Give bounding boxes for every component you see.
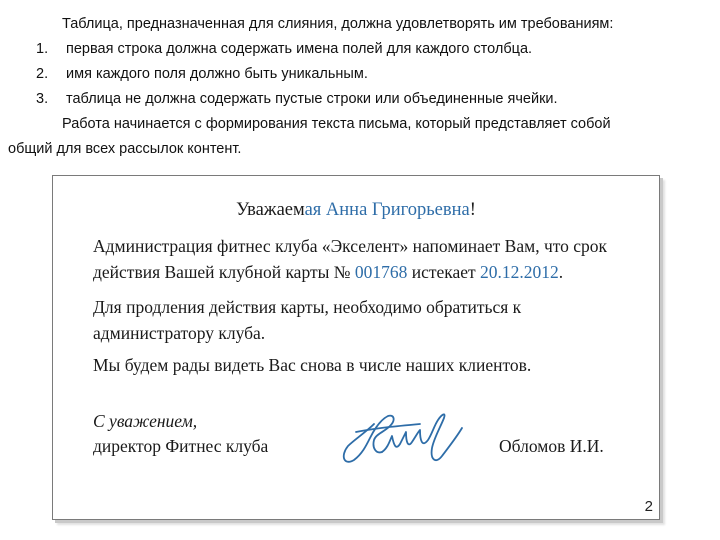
list-item [36,37,686,62]
paragraph-text: истекает [407,262,481,282]
paragraph-2: Работа начинается с формирования текста письма, который представляет собой [62,116,611,132]
paragraph-2-continuation: общий для всех рассылок контент. [8,141,242,157]
merge-field-expiry-date: 20.12.2012 [480,262,559,282]
merge-field-card-number: 001768 [354,262,408,282]
page-number: 2 [644,498,653,515]
list-text: имя каждого поля должно быть уникальным. [66,66,368,82]
handwritten-signature [336,402,476,482]
signer-name: Обломов И.И. [499,436,604,456]
requirements-list [36,37,686,112]
letter-paragraph-2: Для продления действия карты, необходимо обратиться к администратору клуба. [93,297,522,343]
list-text: таблица не должна содержать пустые строки или объединенные ячейки. [66,91,558,107]
letter-closing: С уважением, [93,411,198,431]
list-item [36,87,686,112]
greeting-suffix: ! [469,200,476,220]
letter-template [52,175,660,520]
merge-field-name: ая Анна Григорьевна [304,200,470,220]
list-number: 1. [36,41,49,57]
letter-paragraph-3: Мы будем рады видеть Вас снова в числе наших клиентов. [93,355,532,375]
intro-lead: Таблица, предназначенная для слияния, должна удовлетворять им требованиям: [62,16,614,32]
paragraph-text: Администрация фитнес клуба «Экселент» напоминает Вам, что срок действия Вашей клубной карты № [93,236,608,282]
list-text: первая строка должна содержать имена полей для каждого столбца. [66,41,533,57]
list-number: 3. [36,91,49,107]
intro-text [8,12,686,162]
list-number: 2. [36,66,49,82]
letter-greeting [53,200,659,221]
greeting-prefix: Уважаем [236,200,305,220]
letter-paragraph-1 [93,233,633,285]
list-item [36,62,686,87]
paragraph-text: . [558,262,564,282]
signer-title: директор Фитнес клуба [93,436,269,456]
